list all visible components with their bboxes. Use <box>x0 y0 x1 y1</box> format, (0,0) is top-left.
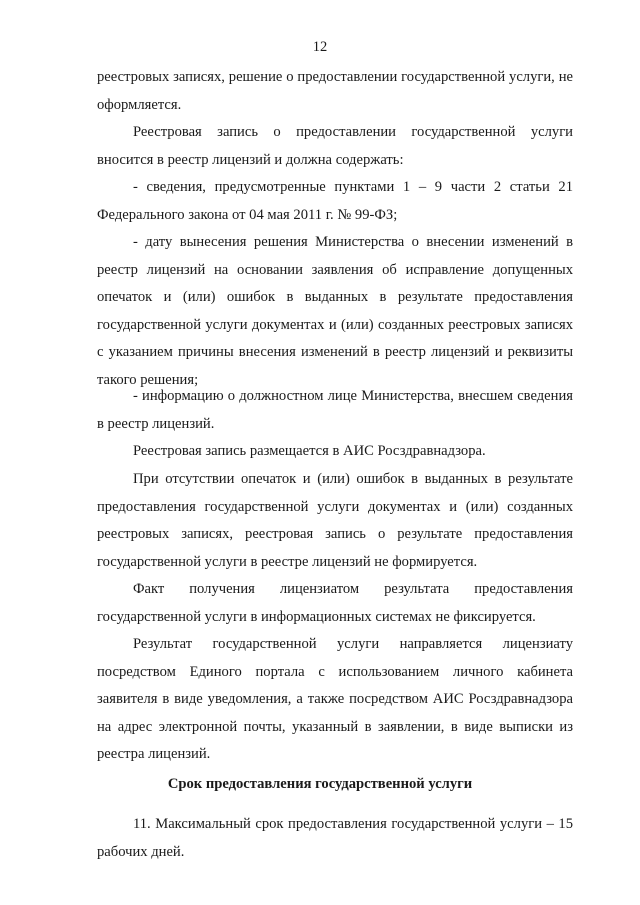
paragraph-result-delivery: Результат государственной услуги направляется лицензиату посредством Единого портала с использованием личного кабинета заявителя в виде уведомления, а также посредством АИС Росздравнадзора на адрес электронной почты, указанный в заявлении, в виде выписки из реестра лицензий. <box>97 636 573 763</box>
paragraph-registry-entry: Реестровая запись о предоставлении государственной услуги вносится в реестр лицензий и должна содержать: <box>97 124 573 168</box>
list-item-decision-date: - дату вынесения решения Министерства о внесении изменений в реестр лицензий на основании заявления об исправление допущенных опечаток и (или) ошибок в выданных в результате предоставления государственной услуги документах и (или) созданных реестровых записях с указанием причины внесения изменений в реестр лицензий и реквизиты такого решения; <box>97 234 573 388</box>
list-item-information: - сведения, предусмотренные пунктами 1 – 9 части 2 статьи 21 Федерального закона от 04 мая 2011 г. № 99-ФЗ; <box>97 179 573 223</box>
page-number: 12 <box>312 39 328 55</box>
section-heading: Срок предоставления государственной услуги <box>167 776 473 792</box>
paragraph-ais-placement: Реестровая запись размещается в АИС Росздравнадзора. <box>133 443 486 459</box>
paragraph-continuation: реестровых записях, решение о предоставлении государственной услуги, не оформляется. <box>97 69 573 113</box>
paragraph-fact-of-receipt: Факт получения лицензиатом результата предоставления государственной услуги в информационных системах не фиксируется. <box>97 581 573 625</box>
paragraph-max-term: 11. Максимальный срок предоставления государственной услуги – 15 рабочих дней. <box>97 816 573 860</box>
paragraph-no-errors: При отсутствии опечаток и (или) ошибок в выданных в результате предоставления государственной услуги документах и (или) созданных реестровых записях, реестровая запись о результате предоставления государственной услуги в реестре лицензий не формируется. <box>97 471 573 570</box>
list-item-official: - информацию о должностном лице Министерства, внесшем сведения в реестр лицензий. <box>97 388 573 432</box>
